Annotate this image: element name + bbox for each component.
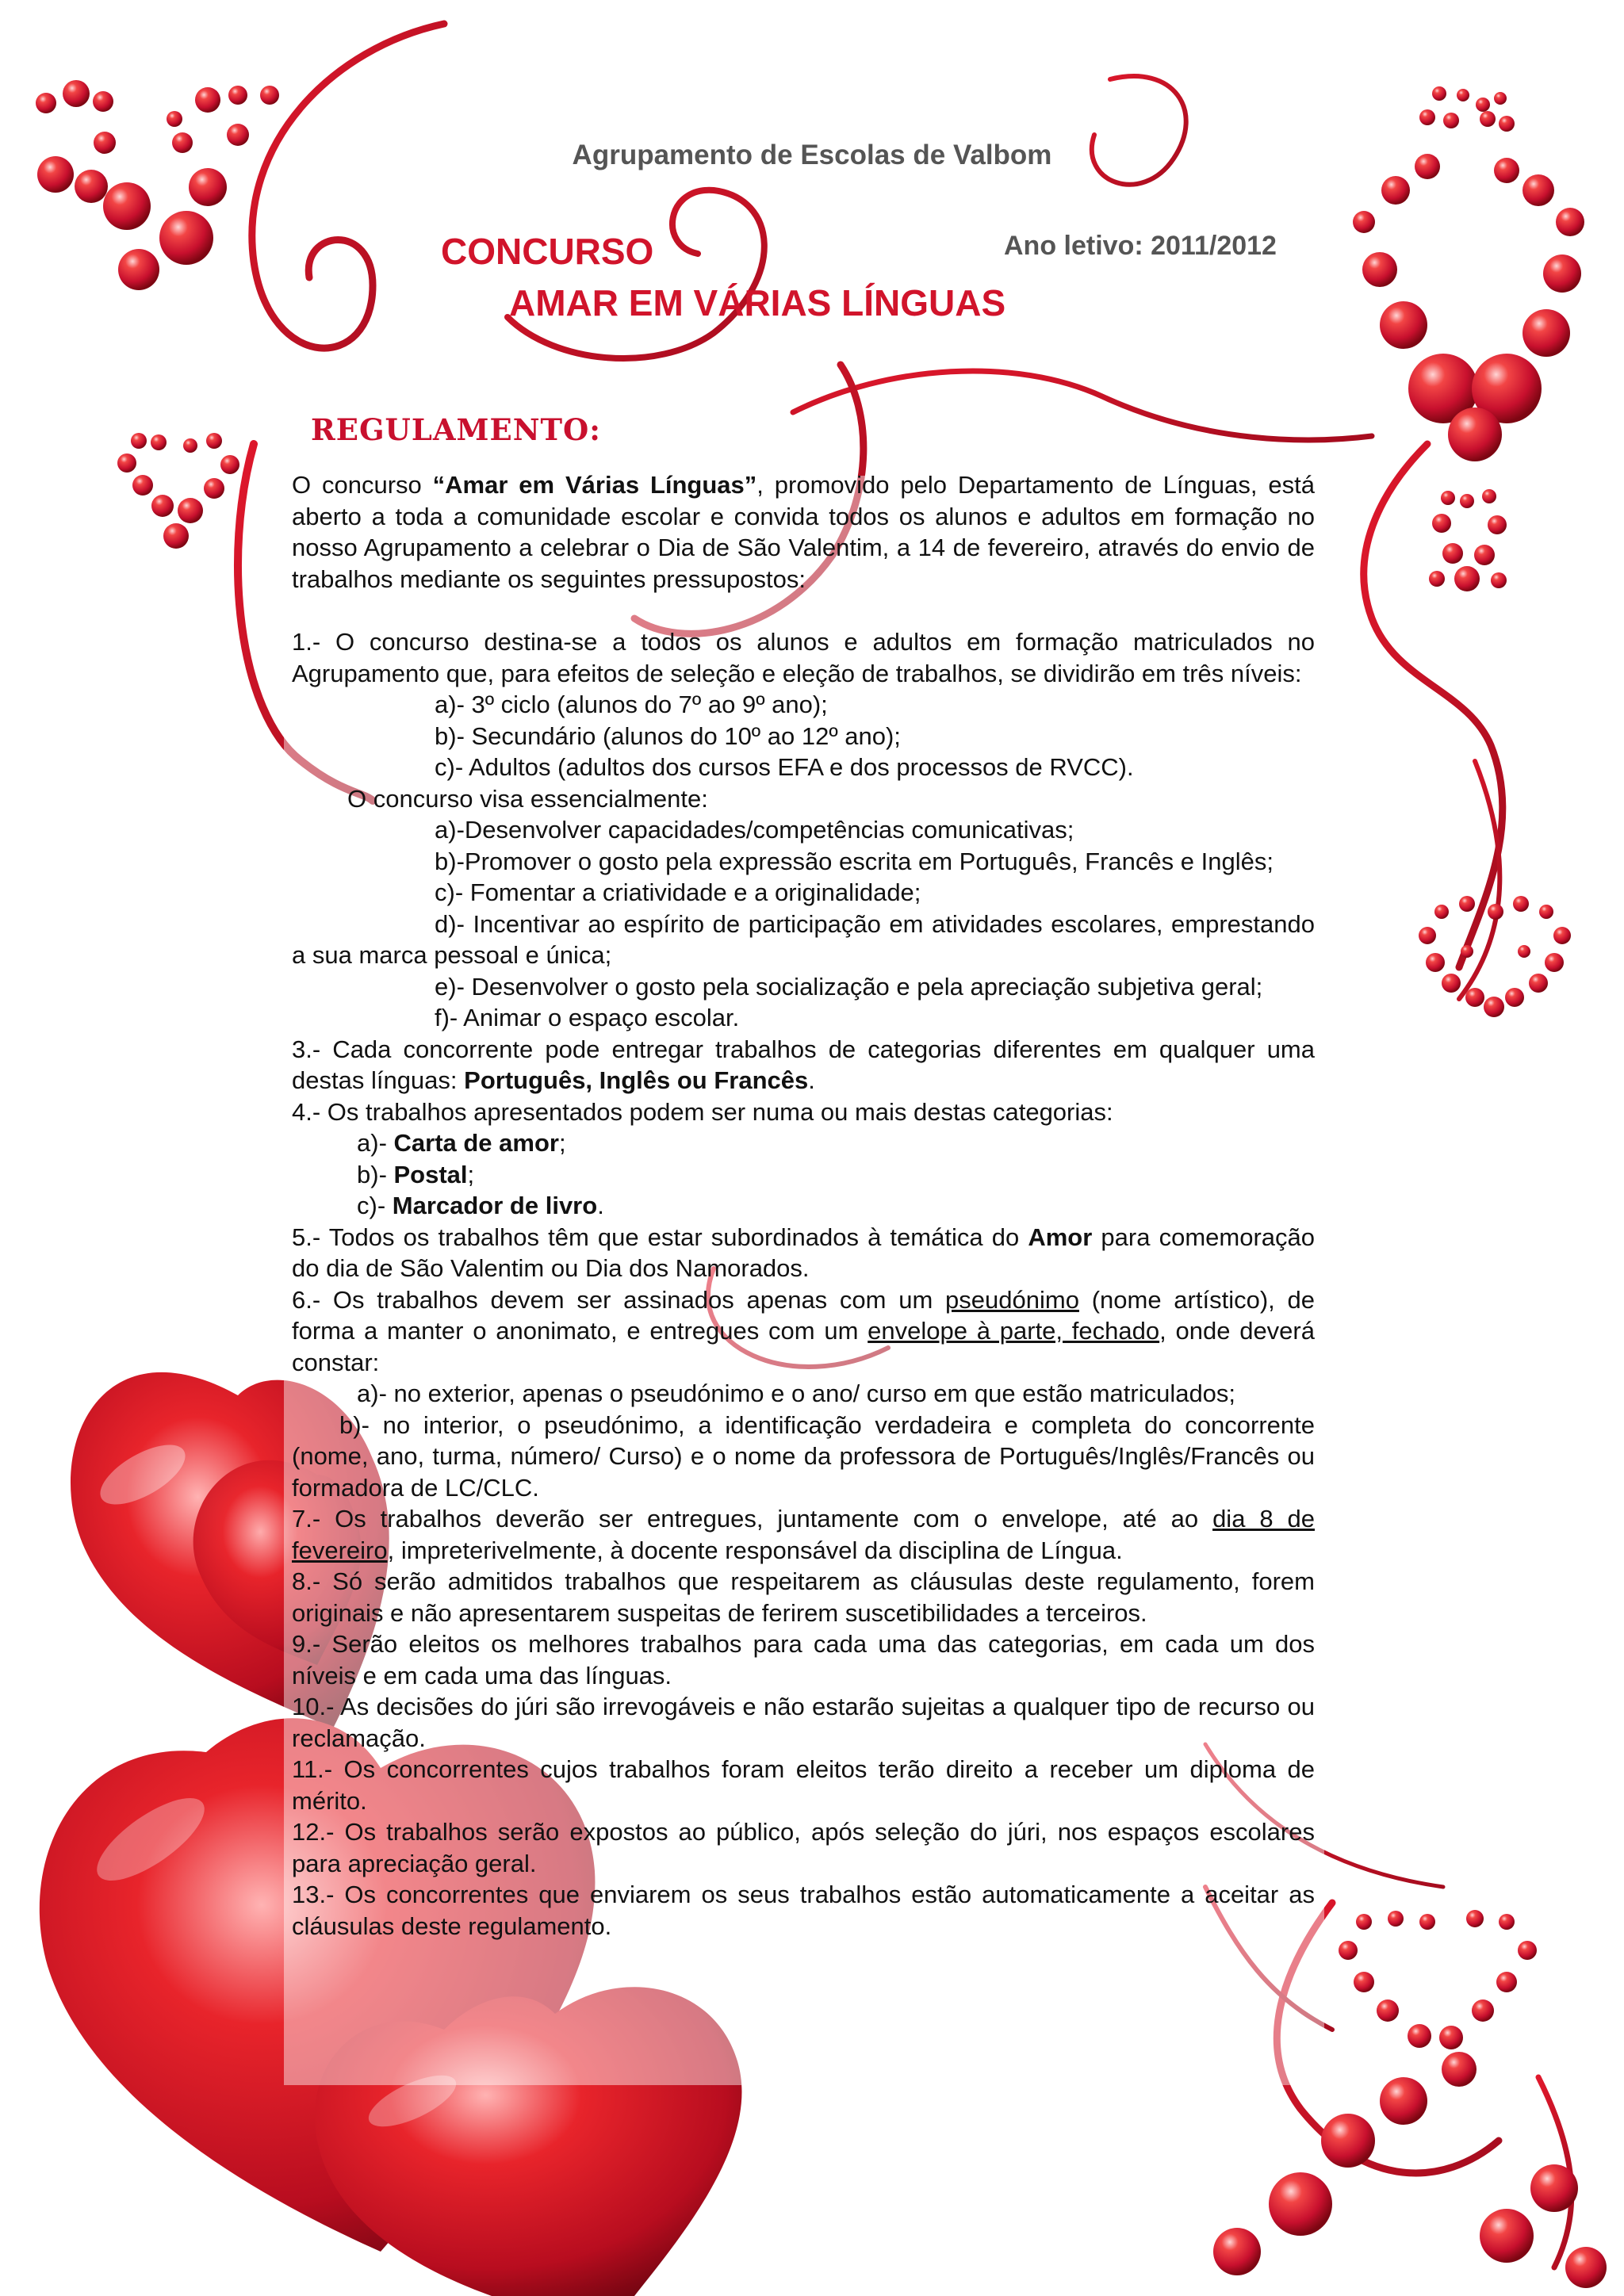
dot-heart-right-lower [1419,896,1571,1017]
level-item: b)- Secundário (alunos do 10º ao 12º ano); [435,721,901,750]
envelope-item: b)- no interior, o pseudónimo, a identificação verdadeira e completa do concorrente (nome, ano, turma, número/ Curso) e o nome da professora de Português/Inglês/Francês ou formadora de LC/CLC. [292,1410,1315,1502]
dot-heart-top-left [36,80,279,290]
regulation-body [292,469,1315,1942]
deadline: dia 8 de fevereiro [292,1505,1315,1564]
regulation-heading: REGULAMENTO: [311,412,601,447]
clause-8: 8.- Só serão admitidos trabalhos que respeitarem as cláusulas deste regulamento, forem originais e não apresentarem suspeitas de ferirem suscetibilidades a terceiros. [292,1567,1315,1627]
clause-5: 5.- Todos os trabalhos têm que estar subordinados à temática do Amor para comemoração do dia de São Valentim ou Dia dos Namorados. [292,1223,1315,1282]
school-name: Agrupamento de Escolas de Valbom [572,140,1052,170]
clause-3: 3.- Cada concorrente pode entregar trabalhos de categorias diferentes em qualquer uma destas línguas: Português, Inglês ou Francês. [292,1035,1315,1094]
category-item: b)- Postal; [357,1160,475,1188]
clause-2-intro: O concurso visa essencialmente: [347,784,708,813]
category-item: c)- Marcador de livro. [357,1192,604,1219]
contest-title-line1: CONCURSO [441,231,654,272]
dot-heart-mid-left [117,433,239,549]
goal-item: d)- Incentivar ao espírito de participação em atividades escolares, emprestando a sua marca pessoal e única; [292,909,1315,969]
clause-10: 10.- As decisões do júri são irrevogáveis e não estarão sujeitas a qualquer tipo de recurso ou reclamação. [292,1693,1315,1752]
envelope-item: a)- no exterior, apenas o pseudónimo e o ano/ curso em que estão matriculados; [357,1380,1236,1407]
goal-item: a)-Desenvolver capacidades/competências comunicativas; [435,816,1074,844]
pseudonym-term: pseudónimo [945,1285,1079,1314]
clause-12: 12.- Os trabalhos serão expostos ao público, após seleção do júri, nos espaços escolares para apreciação geral. [292,1818,1315,1877]
goal-item: f)- Animar o espaço escolar. [435,1004,740,1031]
clause-6: 6.- Os trabalhos devem ser assinados apenas com um pseudónimo (nome artístico), de forma a manter o anonimato, e entregues com um envelope à parte, fechado, onde deverá constar: [292,1285,1315,1376]
clause-1: 1.- O concurso destina-se a todos os alunos e adultos em formação matriculados no Agrupamento que, para efeitos de seleção e eleção de trabalhos, se dividirão em três níveis: [292,628,1315,687]
level-item: a)- 3º ciclo (alunos do 7º ao 9º ano); [435,691,828,718]
contest-name: “Amar em Várias Línguas” [432,471,757,499]
goal-item: c)- Fomentar a criatividade e a originalidade; [435,878,921,906]
clause-7: 7.- Os trabalhos deverão ser entregues, juntamente com o envelope, até ao dia 8 de fevereiro, impreterivelmente, à docente responsável da disciplina de Língua. [292,1505,1315,1564]
goal-item: e)- Desenvolver o gosto pela socialização e pela apreciação subjetiva geral; [435,972,1263,1001]
languages: Português, Inglês ou Francês [464,1066,809,1094]
contest-title-line2: AMAR EM VÁRIAS LÍNGUAS [509,282,1006,323]
clause-4-intro: 4.- Os trabalhos apresentados podem ser numa ou mais destas categorias: [292,1097,1113,1126]
level-item: c)- Adultos (adultos dos cursos EFA e dos processos de RVCC). [435,753,1134,781]
school-year: Ano letivo: 2011/2012 [1004,231,1277,261]
clause-13: 13.- Os concorrentes que enviarem os seus trabalhos estão automaticamente a aceitar as cláusulas deste regulamento. [292,1881,1315,1940]
theme: Amor [1028,1223,1093,1251]
goal-item: b)-Promover o gosto pela expressão escrita em Português, Francês e Inglês; [435,847,1274,875]
category-item: a)- Carta de amor; [357,1129,566,1157]
envelope-term: envelope à parte, fechado [868,1317,1160,1345]
clause-9: 9.- Serão eleitos os melhores trabalhos para cada uma das categorias, em cada um dos níveis e em cada uma das línguas. [292,1630,1315,1689]
intro-paragraph: O concurso “Amar em Várias Línguas”, promovido pelo Departamento de Línguas, está aberto a toda a comunidade escolar e convida todos os alunos e adultos em formação no nosso Agrupamento a celebrar o Dia de São Valentim, a 14 de fevereiro, através do envio de trabalhos mediante os seguintes pressupostos: [292,471,1315,593]
clause-11: 11.- Os concorrentes cujos trabalhos foram eleitos terão direito a receber um diploma de mérito. [292,1755,1315,1815]
dot-heart-right-middle [1429,489,1507,591]
